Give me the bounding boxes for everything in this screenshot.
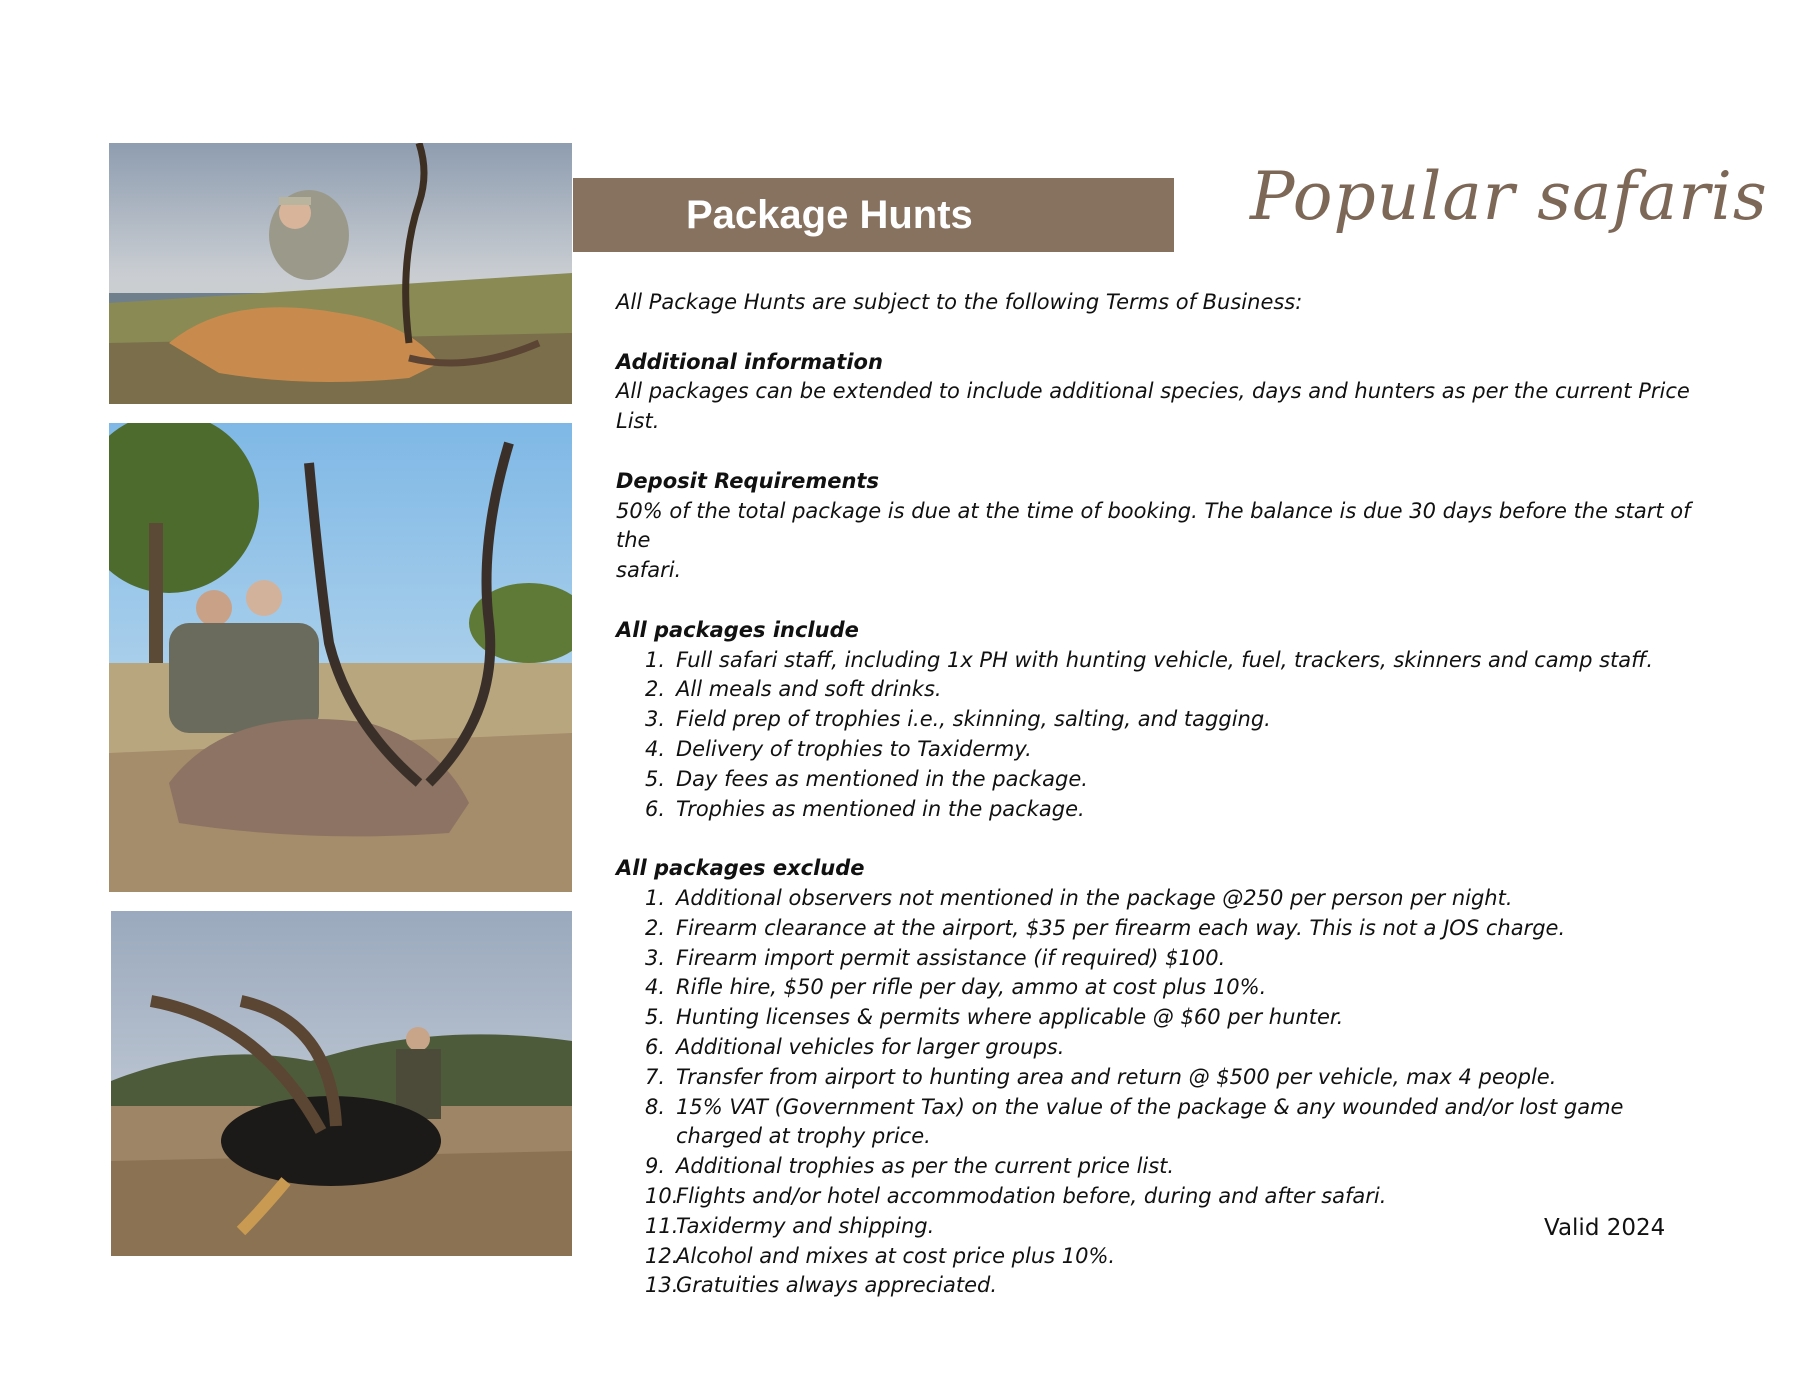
impala-trophy-photo [109,143,572,404]
list-item: 3. Firearm import permit assistance (if required) $100. [645,945,1226,970]
list-item: 6. Trophies as mentioned in the package. [645,796,1085,821]
list-item: 7. Transfer from airport to hunting area and return @ $500 per vehicle, max 4 people. [645,1064,1557,1089]
include-heading: All packages include [616,617,859,642]
list-item: 1. Additional observers not mentioned in the package @250 per person per night. [645,885,1513,910]
sable-trophy-photo [111,911,572,1256]
list-item: 4. Delivery of trophies to Taxidermy. [645,736,1032,761]
list-item: 4. Rifle hire, $50 per rifle per day, ammo at cost plus 10%. [645,975,1267,1000]
list-item: 8. 15% VAT (Government Tax) on the value of the package & any wounded and/or lost game charged at trophy price. [645,1094,1624,1149]
list-item: 1. Full safari staff, including 1x PH with hunting vehicle, fuel, trackers, skinners and camp staff. [645,647,1653,672]
intro-text: All Package Hunts are subject to the following Terms of Business: [616,290,1303,314]
exclude-heading: All packages exclude [616,856,865,881]
list-item: 13. Gratuities always appreciated. [645,1273,998,1298]
additional-heading: Additional information [616,349,883,374]
list-item: 3. Field prep of trophies i.e., skinning, salting, and tagging. [645,707,1271,732]
popular-safaris-script-title: Popular safaris [1250,158,1768,235]
list-item: 10. Flights and/or hotel accommodation before, during and after safari. [645,1183,1387,1208]
list-item: 6. Additional vehicles for larger groups. [645,1034,1065,1059]
deposit-text-line-1: 50% of the total package is due at the time of booking. The balance is due 30 days before the start of the [616,498,1691,553]
valid-year-note: Valid 2024 [1544,1215,1666,1241]
kudu-trophy-photo [109,423,572,892]
list-item: 2. All meals and soft drinks. [645,677,942,702]
additional-text: All packages can be extended to include additional species, days and hunters as per the current Price List. [616,379,1690,434]
list-item: 11. Taxidermy and shipping. [645,1213,935,1238]
exclude-list [616,884,1706,1301]
terms-of-business [616,288,1706,1301]
deposit-heading: Deposit Requirements [616,468,879,493]
list-item: 5. Day fees as mentioned in the package. [645,766,1088,791]
list-item: 12. Alcohol and mixes at cost price plus 10%. [645,1243,1116,1268]
list-item: 2. Firearm clearance at the airport, $35 per firearm each way. This is not a JOS charge. [645,915,1566,940]
list-item: 5. Hunting licenses & permits where applicable @ $60 per hunter. [645,1005,1344,1030]
page-title: Package Hunts [686,193,973,237]
list-item: 9. Additional trophies as per the current price list. [645,1154,1175,1179]
deposit-text-line-2: safari. [616,558,682,583]
include-list [616,646,1706,825]
package-hunts-banner [573,178,1174,252]
